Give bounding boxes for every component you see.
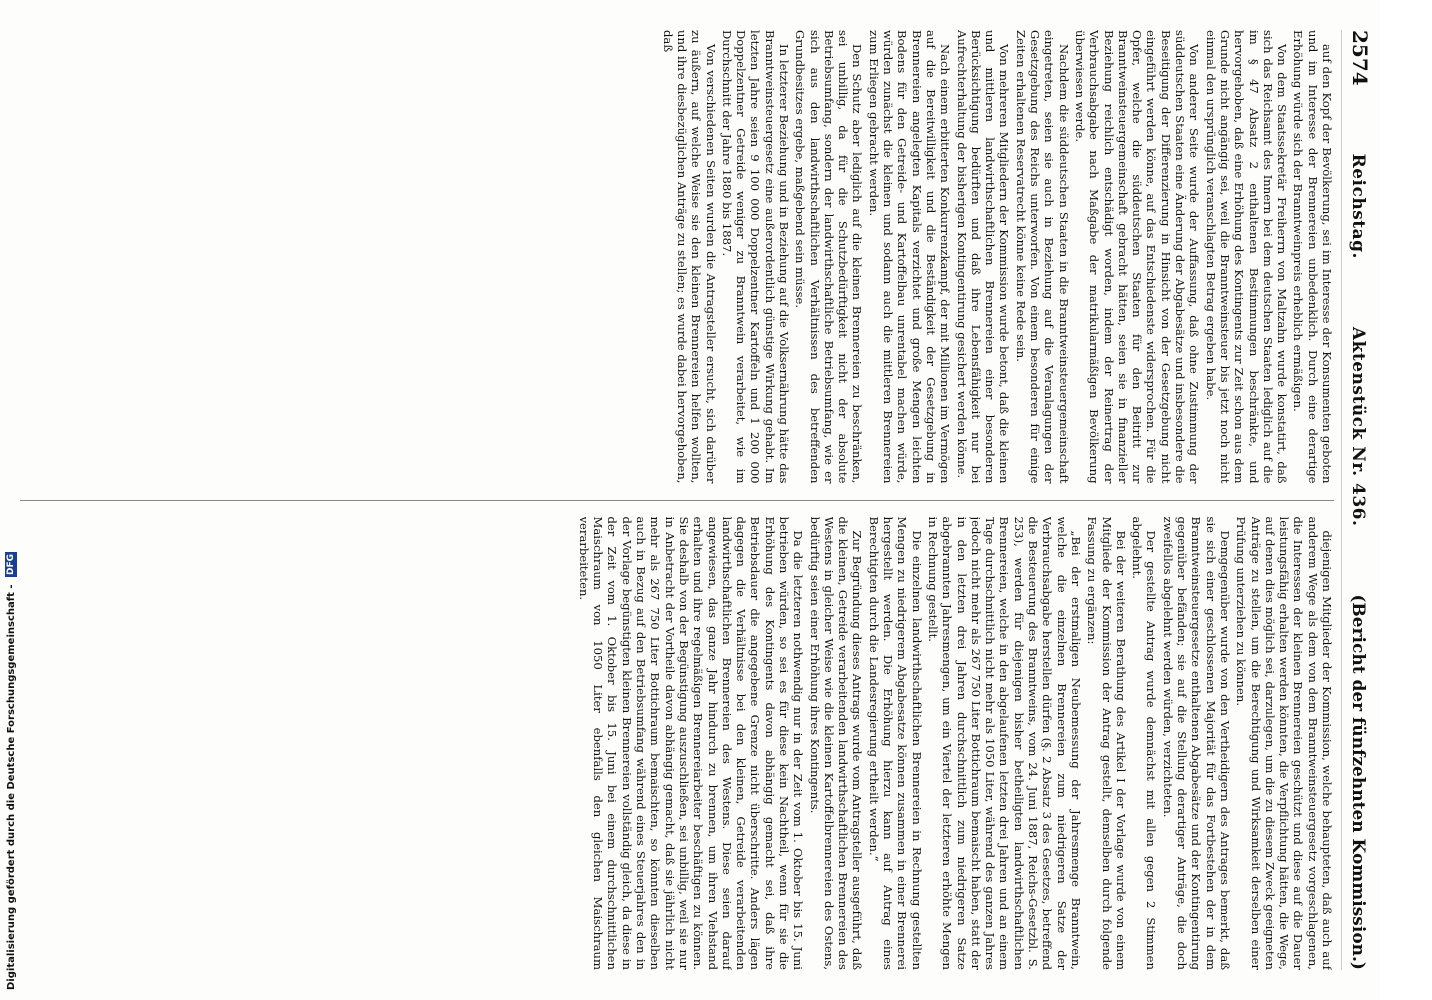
text-columns (20, 30, 1334, 970)
paragraph: Nach einem erbitterten Konkurrenzkampf, der mit Millionen im Vermögen auf die Bereitwilligkeit und die Beständigkeit der Gesetzgebung in Brennereien angelegten Kapitals verzichtet und große Mengen leichten Bodens für den Getreide- und Kartoffelbau unrentabel machen würde, würden zunächst die kleinen und sodann auch die mittleren Brennereien zum Erliegen gebracht werden. (866, 30, 953, 484)
digitization-strip (0, 0, 24, 1000)
left-column (20, 30, 1334, 484)
page-number: 2574 (1348, 30, 1372, 86)
paragraph: Bei der weiteren Berathung des Artikel I der Vorlage wurde von einem Mitgliede der Kommission der Antrag gestellt, demselben durch folgende Fassung zu ergänzen: (1085, 516, 1128, 970)
running-head (1341, 30, 1372, 970)
paragraph: Da die letzteren nothwendig nur in der Zeit vom 1. Oktober bis 15. Juni betrieben würden, so sei es für diese kein Nachtheil, wenn für sie die Erhöhung des Kontingents davon abhängig gemacht sei, daß ihre Betriebsdauer die angegebene Grenze nicht überschritte. Anders lägen dagegen die Verhältnisse bei den kleinen, Getreide verarbeitenden landwirthschaftlichen Brennereien des Westens. Diese seien darauf angewiesen, das ganze Jahr hindurch zu brennen, um ihren Viehstand erhalten und ihre regelmäßigen Brennereiarbeiter beschäftigen zu können. Sie deshalb von der Begünstigung auszuschließen, sei unbillig, weil sie nur in Anbetracht der Vortheile davon abhängig gemacht, daß sie jährlich nicht mehr als 267 750 Liter Bottichraum bemaischten, so könnten dieselben auch in Bezug auf den Betriebsumfang während eines Steuerjahres den in der Vorlage begünstigten kleinen Brennereien vollständig gleich, da diese in der Zeit vom 1. Oktober bis 15. Juni bei einem durchschnittlichen Maischraum von 1050 Liter ebenfalls den gleichen Maischraum verarbeiteten. (576, 516, 806, 970)
document-number: Aktenstück Nr. 436. (1348, 326, 1368, 527)
section-title: (Bericht der fünfzehnten Kommission.) (1348, 594, 1368, 970)
paragraph: Zur Begründung dieses Antrags wurde vom Antragsteller ausgeführt, daß die kleinen, Getreide verarbeitenden landwirthschaftlichen Brennereien des Westens in gleicher Weise wie die kleinen Kartoffelbrennereien des Ostens, bedürftig seien einer Erhöhung ihres Kontingents. (807, 516, 865, 970)
paragraph: Den Schutz aber lediglich auf die kleinen Brennereien zu beschränken, sei unbillig, da für die Schutzbedürftigkeit nicht der absolute Betriebsumfang, sondern der landwirthschaftliche Betriebsumfang, wie er sich aus den landwirthschaftlichen Verhältnissen des betreffenden Grundbesitzes ergebe, maßgebend sein müsse. (793, 30, 865, 484)
paragraph: auf den Kopf der Bevölkerung, sei im Interesse der Konsumenten geboten und im Interesse der Brennereien unbedenklich. Durch eine derartige Erhöhung würde sich der Branntweinpreis erheblich ermäßigen. (1291, 30, 1334, 484)
paragraph: Demgegenüber wurde von den Vertheidigern des Antrages bemerkt, daß sie sich einer geschlossenen Majorität für das Fortbestehen der in dem Branntweinsteuergesetze enthaltenen Abgabesätze und der Kontingentirung gegenüber befänden; sie auf die Stellung derartiger Anträge, die doch zweifellos abgelehnt werden würden, verzichteten. (1160, 516, 1232, 970)
paragraph: diejenigen Mitglieder der Kommission, welche behaupteten, daß auch auf anderem Wege als dem von dem Branntweinsteuergesetz vorgeschlagenen, die Interessen der kleinen Brennereien geschützt und diese auf die Dauer leistungsfähig erhalten werden könnten, die Verpflichtung hätten, die Wege, auf denen dies möglich sei, darzulegen, um die zu diesem Zweck geeigneten Anträge zu stellen, um die Berechtigung und Wirksamkeit derselben einer Prüfung unterziehen zu können. (1234, 516, 1334, 970)
digitization-note-text: Digitalisierung gefördert durch die Deutsche Forschungsgemeinschaft - (6, 584, 17, 990)
right-column (20, 517, 1334, 971)
paragraph: Die einzelnen landwirthschaftlichen Brennereien in Rechnung gestellten Mengen zu niedrigerem Abgabesatze können zusammen in einer Brennerei hergestellt werden. Die Erhöhung hierzu kann auf Antrag eines Berechtigten durch die Landesregierung ertheilt werden.“ (866, 516, 924, 970)
paragraph: Von mehreren Mitgliedern der Kommission wurde betont, daß die kleinen und mittleren landwirthschaftlichen Brennereien einer besonderen Berücksichtigung bedürften und daß ihre Lebensfähigkeit nur bei Aufrechterhaltung der bisherigen Kontingentirung gesichert werden könne. (954, 30, 1012, 484)
paragraph: Von dem Staatssekretär Freiherrn von Maltzahn wurde konstatirt, daß sich das Reichsamt des Innern bei dem deutschen Staaten lediglich auf die im § 47 Absatz 2 enthaltenen Bestimmungen beschränkte, und hervorgehoben, daß eine Erhöhung des Kontingents zur Zeit schon aus dem Grunde nicht angängig sei, weil die Branntweinsteuer bis jetzt noch nicht einmal den ursprünglich veranschlagten Betrag ergeben habe. (1203, 30, 1290, 484)
dfg-logo: DFG (6, 553, 16, 575)
paragraph: Nachdem die süddeutschen Staaten in die Branntweinsteuergemeinschaft eingetreten, seien sie auch in Beziehung auf die Veranlagungen der Gesetzgebung des Reichs unterworfen. Von einem besonderen für einige Zeiten erhaltenen Reservatrecht könne keine Rede sein. (1013, 30, 1071, 484)
digitization-note (0, 0, 24, 1000)
paragraph: Der gestellte Antrag wurde demnächst mit allen gegen 2 Stimmen abgelehnt. (1130, 516, 1159, 970)
paragraph: „Bei der erstmaligen Neubemessung der Jahresmenge Branntwein, welche die einzelnen Brennereien zum niedrigeren Satze der Verbrauchsabgabe herstellen dürfen (§. 2 Absatz 3 des Gesetzes, betreffend die Besteuerung des Branntweins, vom 24. Juni 1887, Reichs-Gesetzbl. S. 253), werden für diejenigen bisher betheiligten landwirthschaftlichen Brennereien, welche in den abgelaufenen letzten drei Jahren und an einem Tage durchschnittlich nicht mehr als 1050 Liter, während des ganzen Jahres jedoch nicht mehr als 267 750 Liter Bottichraum bemaischt haben, statt der in den letzten drei Jahren durchschnittlich zum niedrigeren Satze abgebrannten Jahresmengen, um ein Viertel der letzteren erhöhte Mengen in Rechnung gestellt. (925, 516, 1083, 970)
journal-title: Reichstag. (1348, 153, 1368, 259)
column-divider (20, 500, 1334, 501)
paragraph: In letzterer Beziehung und in Beziehung auf die Volksernährung hätte das Branntweinsteuergesetz eine außerordentlich günstige Wirkung gehabt. Im letzten Jahre seien 9 100 000 Doppelzentner Kartoffeln und 1 200 000 Doppelzentner Getreide weniger zu Branntwein verarbeitet, wie im Durchschnitt der Jahre 1880 bis 1887. (719, 30, 792, 484)
paragraph: Von verschiedenen Seiten wurden die Antragsteller ersucht, sich darüber zu äußern, auf welche Weise sie den kleinen Brennereien helfen wollten, und ihre diesbezüglichen Anträge zu stellen; es wurde dabei hervorgehoben, daß (660, 30, 718, 484)
paragraph: Von anderer Seite wurde der Auffassung, daß ohne Zustimmung der süddeutschen Staaten eine Änderung der Abgabesätze und insbesondere die Beseitigung der Differenzierung in Hinsicht von der Gesetzgebung nicht eingeführt werden könne, auf das Entschiedenste widersprochen. Für die Opfer, welche die süddeutschen Staaten für den Beitritt zur Branntweinsteuergemeinschaft gebracht hätten, seien sie in finanzieller Beziehung reichlich entschädigt worden, indem der Reinertrag der Verbrauchsabgabe nach Maßgabe der matrikularmäßigen Bevölkerung überwiesen werde. (1072, 30, 1202, 484)
